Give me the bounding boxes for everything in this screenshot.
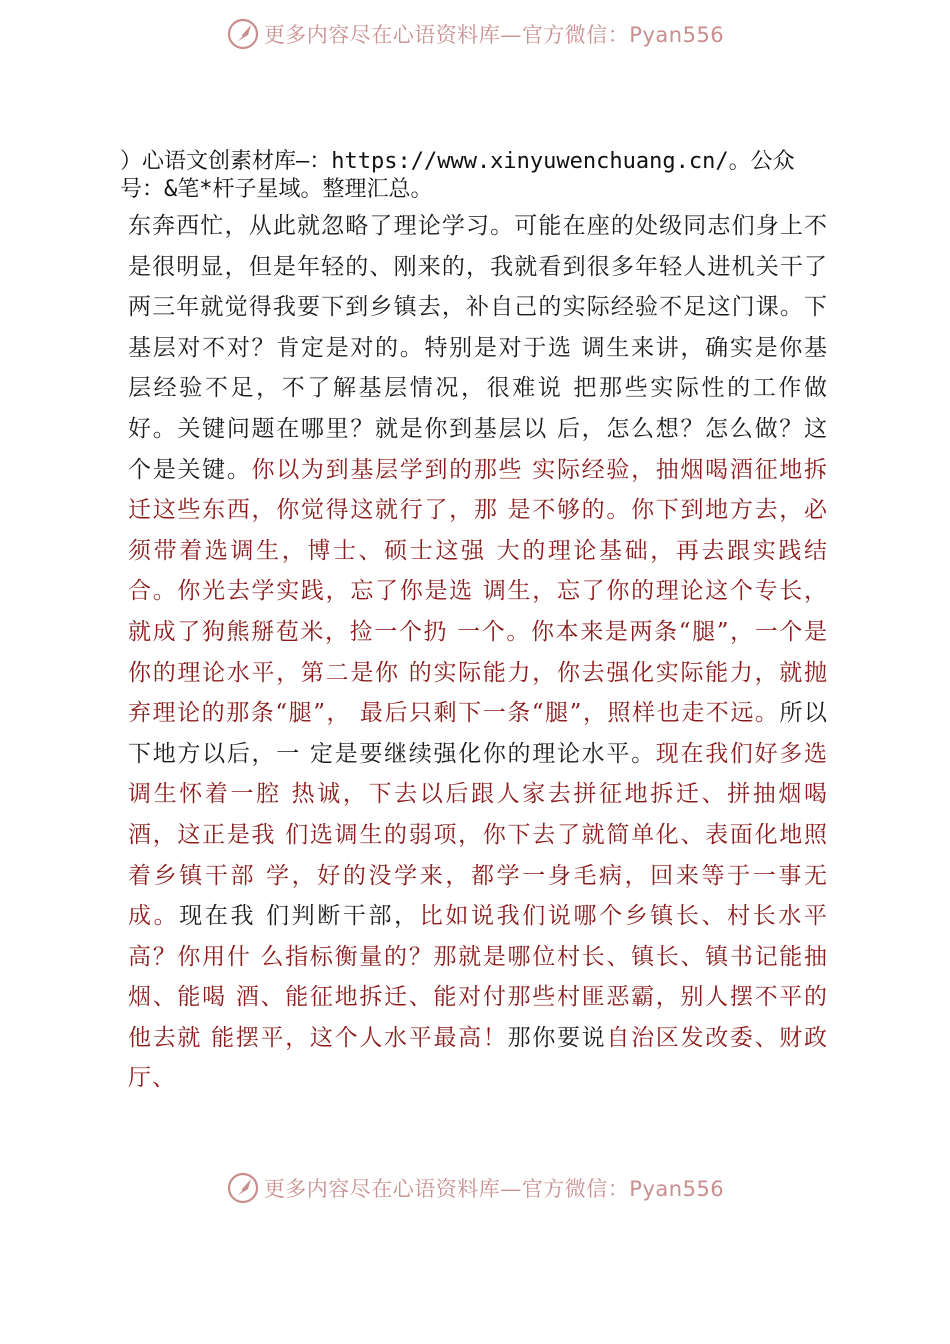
article-segment: 那你要说 — [507, 1024, 607, 1051]
article-segment-emphasis: 现在我们好多选调生怀着一腔 热诚，下去以后跟人家去拼征地拆迁、拼抽烟喝酒，这正是我 们选调生的弱项，你下去了就简单化、表面化地照着乡镇干部 学，好的没学来，都学一身毛病，回来等于一事无成。 — [128, 740, 828, 930]
article-segment-emphasis: 比如说我们说哪个乡镇长、村长水平高？你用什 么指标衡量的？那就是哪位村长、镇长、镇书记能抽烟、能喝 酒、能征地拆迁、能对付那些村匪恶霸，别人摆不平的他去就 能摆平，这个人水平最高！ — [128, 903, 829, 1051]
quill-seal-logo-icon — [226, 1171, 260, 1205]
wechat-id: 官方微信：Pyan556 — [521, 23, 725, 47]
source-line: ）心语文创素材库—：https://www.xinyuwenchuang.cn/。公众号：&笔*杆子星域。整理汇总。 — [120, 149, 795, 202]
article-body — [128, 206, 828, 1099]
footer-banner — [0, 1168, 950, 1208]
article-segment: 所以下地方以后，一 定是要继续强化你的理论水平。 — [128, 700, 828, 767]
article-segment: 东奔西忙，从此就忽略了理论学习。可能在座的处级同志们身上不是很明显，但是年轻的、刚来的，我就看到很多年轻人进机关干了两三年就觉得我要下到乡镇去，补自己的实际经验不足这门课。下基层对不对？肯定是对的。特别是对于选 调生来讲，确实是你基层经验不足，不了解基层情况，很难说 把那些实际性的工作做好。关键问题在哪里？就是你到基层以 后，怎么想？怎么做？这个是关键。 — [128, 213, 828, 483]
article-segment-emphasis: 你以为到基层学到的那些 实际经验，抽烟喝酒征地拆迁这些东西，你觉得这就行了，那 是不够的。你下到地方去，必须带着选调生，博士、硕士这强 大的理论基础，再去跟实践结合。你光去学实践，忘了你是选 调生，忘了你的理论这个专长，就成了狗熊掰苞米，捡一个扔 一个。你本来是两条“腿”，一个是你的理论水平，第二是你 的实际能力，你去强化实际能力，就抛弃理论的那条“腿”， 最后只剩下一条“腿”，照样也走不远。 — [128, 456, 828, 727]
article-segment-emphasis: 自治区发改委、财政厅、 — [128, 1024, 828, 1092]
article-segment: 现在我 们判断干部， — [179, 903, 420, 930]
quill-seal-logo-icon — [226, 17, 260, 51]
banner-text: 更多内容尽在心语资料库—官方微信：Pyan556 — [263, 1177, 725, 1201]
header-banner — [0, 14, 950, 54]
banner-text: 更多内容尽在心语资料库—官方微信：Pyan556 — [263, 23, 725, 47]
wechat-id: 官方微信：Pyan556 — [521, 1177, 725, 1201]
